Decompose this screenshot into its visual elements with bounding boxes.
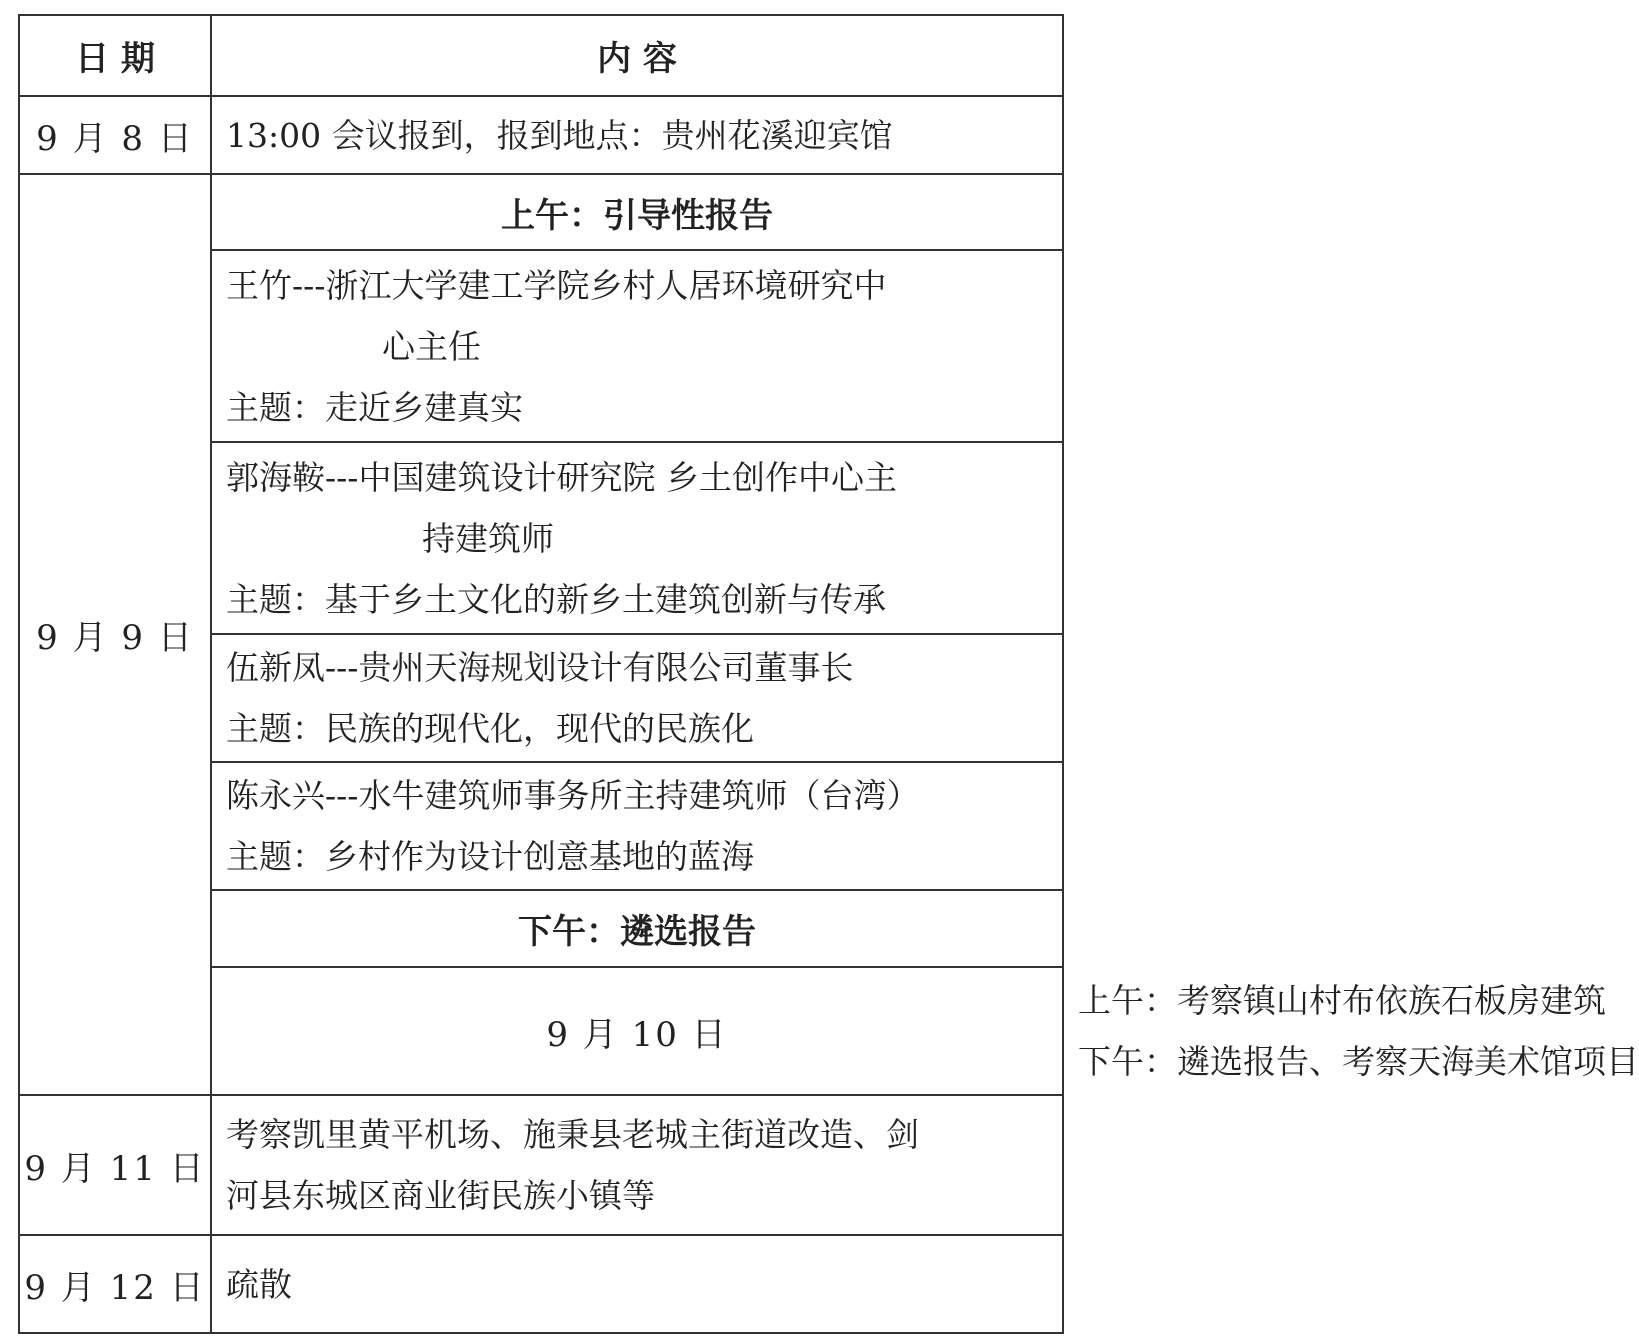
- date-cell: 9 月 11 日: [19, 1095, 211, 1235]
- talk-cell: [211, 442, 1063, 634]
- visit-line-cont: 河县东城区商业街民族小镇等: [226, 1176, 655, 1215]
- header-content-label: 内 容: [597, 39, 677, 79]
- header-row: [19, 15, 1063, 96]
- section-title-morning: 上午：引导性报告: [211, 174, 1063, 250]
- talk-cell: [211, 762, 1063, 890]
- talk-cell: [211, 250, 1063, 442]
- section-title-afternoon: 下午：遴选报告: [211, 890, 1063, 967]
- table-row: [19, 1095, 1063, 1235]
- speaker-line: 王竹---浙江大学建工学院乡村人居环境研究中: [226, 265, 887, 305]
- date-cell: 9 月 9 日: [19, 174, 211, 1095]
- topic-line: 主题：走近乡建真实: [226, 387, 523, 427]
- table-row: [19, 174, 1063, 250]
- visit-line: 考察凯里黄平机场、施秉县老城主街道改造、剑: [226, 1115, 919, 1154]
- content-cell: [211, 96, 1063, 174]
- table-row: [19, 1235, 1063, 1333]
- topic-line: 主题：乡村作为设计创意基地的蓝海: [226, 837, 754, 876]
- topic-line: 主题：民族的现代化，现代的民族化: [226, 709, 754, 748]
- header-date: [19, 15, 211, 96]
- schedule-table: [18, 14, 1639, 1334]
- speaker-line: 郭海鞍---中国建筑设计研究院 乡土创作中心主: [226, 457, 897, 497]
- dismiss-text: 疏散: [226, 1264, 292, 1304]
- speaker-line-cont: 持建筑师: [422, 518, 554, 558]
- registration-text: 13:00 会议报到，报到地点：贵州花溪迎宾馆: [226, 115, 893, 155]
- date-cell: 9 月 12 日: [19, 1235, 211, 1333]
- table-row: [19, 96, 1063, 174]
- date-cell: 9 月 10 日: [211, 967, 1063, 1095]
- date-cell: 9 月 8 日: [19, 96, 211, 174]
- talk-cell: [211, 634, 1063, 762]
- speaker-line: 伍新凤---贵州天海规划设计有限公司董事长: [226, 648, 854, 687]
- topic-line: 主题：基于乡土文化的新乡土建筑创新与传承: [226, 579, 886, 619]
- speaker-line: 陈永兴---水牛建筑师事务所主持建筑师（台湾）: [226, 776, 920, 815]
- header-date-label: 日 期: [75, 39, 155, 79]
- content-cell: [211, 1235, 1063, 1333]
- speaker-line-cont: 心主任: [382, 326, 481, 366]
- table-row: 9 月 10 日 上午：考察镇山村布依族石板房建筑 下午：遴选报告、考察天海美术馆项目: [19, 967, 1063, 1095]
- content-cell: [211, 1095, 1063, 1235]
- header-content: [211, 15, 1063, 96]
